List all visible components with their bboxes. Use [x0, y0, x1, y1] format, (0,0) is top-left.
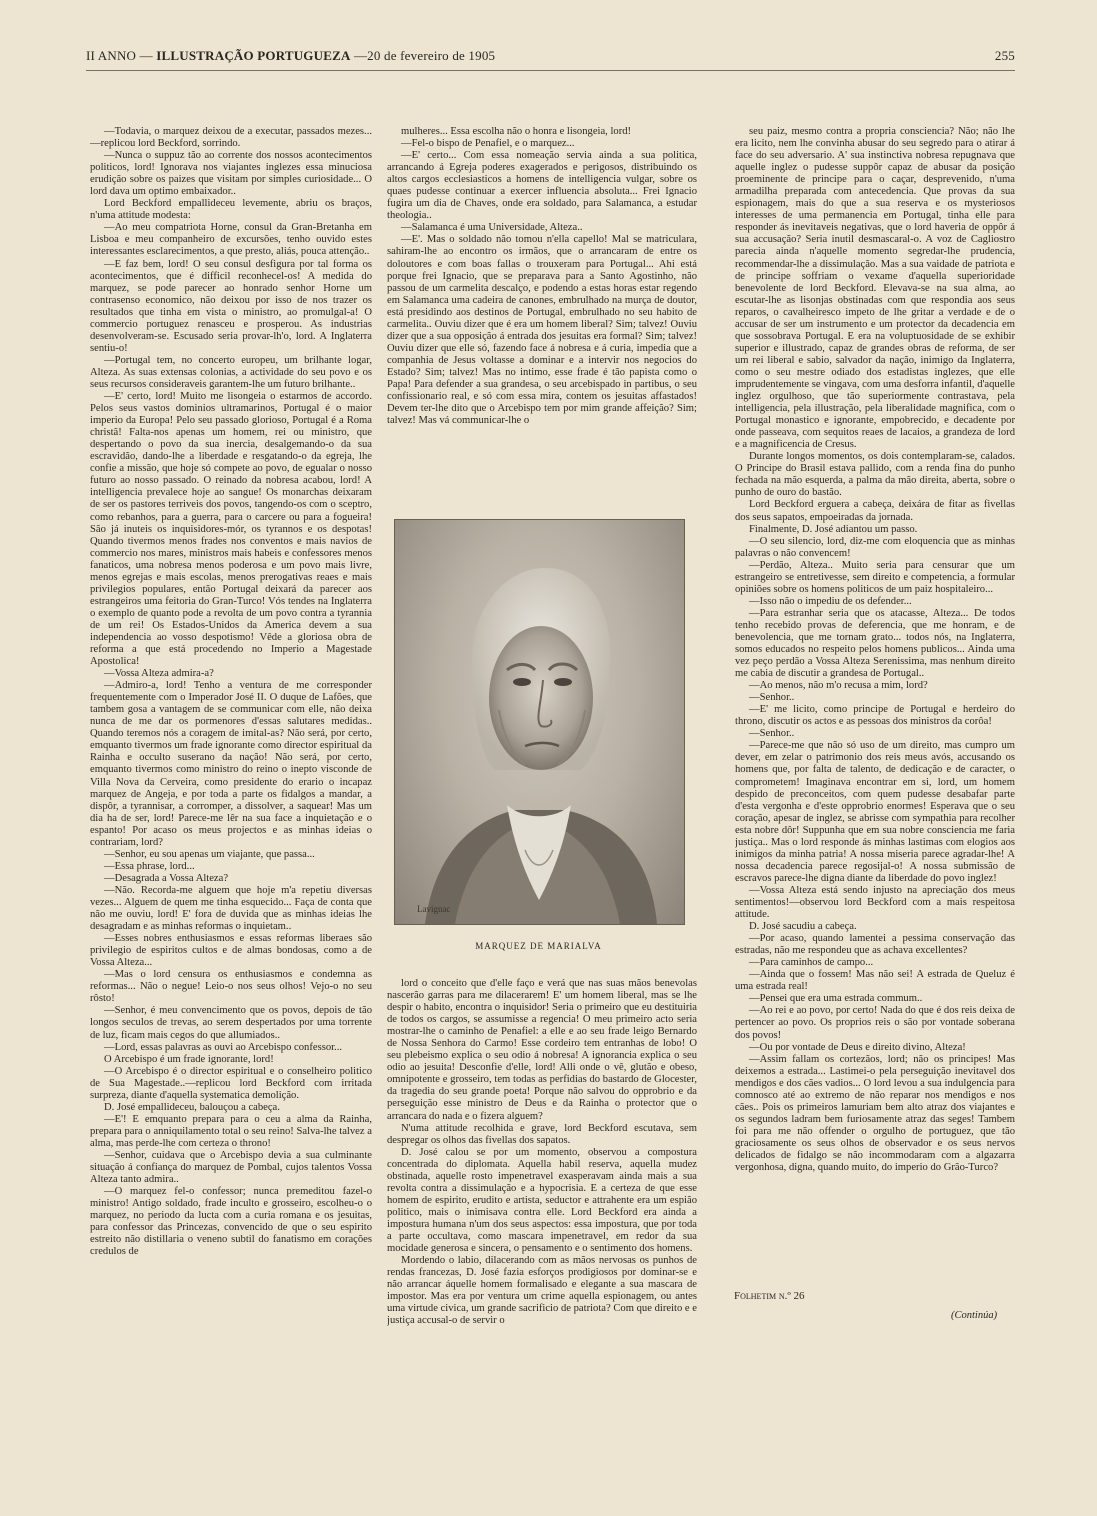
paragraph: —Ainda que o fossem! Mas não sei! A estrada de Queluz é uma estrada real! — [735, 969, 1015, 993]
paragraph: —Não. Recorda-me alguem que hoje m'a repetiu diversas vezes... Alguem de quem me tinha esquecido... Faça de conta que não me ouviu, lord! E' fora de duvida que as minhas ideias lhe desagradam e as minhas reformas o inquietam.. — [90, 884, 372, 933]
paragraph: D. José sacudiu a cabeça. — [749, 921, 857, 933]
paragraph: —Para estranhar seria que os atacasse, Alteza... De todos tenho recebido provas de deferencia, que me honram, e de benevolencia, que me tornam grato... todos nós, na Inglaterra, somos educados no respeito pelos homens publicos... Ainda uma vez peço perdão a Vossa Alteza Serenissima, mas nenhum direito me cabia de discutir a grandesa de Portugal.. — [735, 607, 1015, 680]
paragraph: —Assim fallam os cortezãos, lord; não os principes! Mas deixemos a estrada... Lastimei-o pela perseguição inevitavel dos mendigos e dos cães vadios... O lord levou a sua indulgencia para comnosco até ao extremo de não reparar nos mendigos e nos cães.. Pois os primeiros lamuriam bem alto atraz dos viajantes e os segundos ladram bem furiosamente atraz das seges! Tambem foi para me não offender o orgulho de portuguez, que tão graciosamente os seus olhos de observador e os seus nervos delicados de fidalgo se não incommodaram com a algazarra vergonhosa, digna, quando muito, do imperio do Grão-Turco? — [735, 1053, 1015, 1174]
issue-label: II ANNO — — [86, 48, 153, 63]
page-number: 255 — [994, 48, 1015, 63]
text-column-3 — [735, 126, 1015, 1516]
paragraph: —Pensei que era uma estrada commum.. — [749, 993, 923, 1005]
paragraph: —Senhor, cuidava que o Arcebispo devia a sua culminante situação á confiança do marquez de Pombal, cujos talentos Vossa Alteza tanto admira.. — [90, 1149, 372, 1186]
artist-signature: Lavignac — [417, 904, 451, 914]
paragraph: D. José calou se por um momento, observou a compostura concentrada do diplomata. Aquella habil reserva, aquella mudez obstinada, aquelle rosto impenetravel exasperavam ainda mais a sua revolta contra a dissimulação e a hypocrisia. E a certeza de que esse homem de espirito, erudito e artista, seductor e attrahente era um espião politico, mais o inimisava contra elle. Lord Beckford era ainda a impostura humana n'um dos seus aspectos: essa impostura, que por toda a parte occultava, como mascara impenetravel, em redor da sua mocidade generosa e sincera, o pensamento e o sentimento dos homens. — [387, 1146, 697, 1255]
paragraph: —Senhor, eu sou apenas um viajante, que passa... — [104, 848, 315, 860]
paragraph: —Essa phrase, lord... — [104, 860, 195, 872]
magazine-title: ILLUSTRAÇÃO PORTUGUEZA — [156, 48, 351, 63]
paragraph: seu paiz, mesmo contra a propria consciencia? Não; não lhe era licito, nem lhe convinha abusar do seu segredo para o atirar á face do seu adversario. A' sua instinctiva nobresa repugnava que aquelle inglez o pudesse suppôr capaz de abusar da posição proeminente de principe para o caçar, desprevenido, n'uma armadilha preparada com antecedencia. Que provas da sua espionagem, mais do que a sua reserva e os mysteriosos interesses de uma permanencia em Portugal, tinha elle para responder ás inevitaveis negativas, que o lord haveria de oppôr á sua accusação? Seria inutil desmascaral-o. A voz de Cagliostro parecia ainda n'aquelle momento segredar-lhe prudencia, recommendar-lhe a dissimulação. Mas a sua vaidade de patriota e de principe soffriam o vexame d'aquella superioridade benevolente de lord Beckford. Elevava-se na sua alma, ao escutar-lhe as lisonjas obstinadas com que respondia aos seus reparos, o cavalheiresco impeto de lhe gritar a verdade e de o accusar de ser um instrumento e um protector da decadencia em que sossobrava Portugal. E era na voluptuosidade de se exhibir superior e illustrado, capaz de grandes obras de reforma, de ser um rei liberal e sabio, salvador da nação, inimigo da Inglaterra, como o seu mestre odiado dos estadistas inglezes, que elle imprudentemente se vingava, com uma desforra infantil, d'aquelle inglez orgulhoso, que tão superiormente contrastava, pela intelligencia, pela illustração, pela liberalidade magnifica, com o Portugal monastico e ignorante, empobrecido, e decadente por onde passeava, com sequitos reaes de lacaios, a grandeza de lord e a magnificencia de Cresus. — [735, 126, 1015, 451]
folhetim-text: Folhetim n.º 26 — [734, 1290, 805, 1302]
paragraph: lord o conceito que d'elle faço e verá que nas suas mãos benevolas nascerão garras para me dilacerarem! E' um homem liberal, mas se lhe despir o habito, encontra o inquisidor! Seria o primeiro que eu destituiria de todos os cargos, se assumisse a regencia! O meu primeiro acto seria mostrar-lhe o caminho de Penafiel: a elle e ao seu frade leigo Bernardo de Nossa Senhora do Carmo! Esse cordeiro tem entranhas de lobo! O seu plebeismo explica o seu odio á nobresa! A ignorancia explica o seu odio ao jesuita! Desconfie d'elle, lord! Alli onde o vê, glutão e obeso, omnipotente e grosseiro, tem todas as perfidias do bastardo de Glocester, da tragedia do seu grande poeta! Porque não salvou do opprobrio e da perseguição esse ministro de Deus e da Rainha o protector que o arrancara do nada e o fizera alguem? — [387, 978, 697, 1122]
paragraph: Mordendo o labio, dilacerando com as mãos nervosas os punhos de rendas francezas, D. José fazia esforços prodigiosos por dominar-se e não arrancar áquelle homem formalisado e elegante a sua mascara de impostor. Mas era por ventura um crime aquella espionagem, ou antes uma virtude civica, um grande sacrificio de patriota? Com que direito e e justiça accusal-o de servir o — [387, 1255, 697, 1327]
paragraph: —Perdão, Alteza.. Muito seria para censurar que um estrangeiro se entretivesse, sem direito e competencia, a formular opiniões sobre os homens politicos de um paiz hospitaleiro... — [735, 559, 1015, 595]
paragraph: —Senhor, é meu convencimento que os povos, depois de tão longos seculos de trevas, ao serem despertados por uma torrente de luz, ficam mais cegos do que allumiados.. — [90, 1005, 372, 1041]
paragraph: —Senhor.. — [749, 692, 795, 704]
paragraph: Lord Beckford erguera a cabeça, deixára de fitar as fivellas dos seus sapatos, empoeiradas da jornada. — [735, 499, 1015, 523]
paragraph: —Salamanca é uma Universidade, Alteza.. — [401, 222, 583, 234]
paragraph: —E faz bem, lord! O seu consul desfigura por tal forma os acontecimentos, que é difficil reconhecel-os! A medida do marquez, se pode parecer ao honrado senhor Horne um contrasenso economico, não deixou por isso de nos trazer os resultados que tinha em vista o ministro, ao promulgal-a! O commercio portuguez renasceu e prosperou. As industrias desenvolveram-se. Escusado seria provar-lh'o, lord. A Inglaterra sentiu-o! — [90, 258, 372, 354]
running-header — [86, 48, 1015, 70]
paragraph: mulheres... Essa escolha não o honra e lisongeia, lord! — [401, 126, 632, 137]
paragraph: —Portugal tem, no concerto europeu, um brilhante logar, Alteza. As suas extensas colonias, a actividade do seu povo e os seus recursos consideraveis garantem-lhe um futuro brilhante.. — [90, 354, 372, 390]
paragraph: —E' certo... Com essa nomeação servia ainda a sua politica, arrancando á Egreja poderes exagerados e perigosos, distribuindo os altos cargos ecclesiasticos a homens de intelligencia vulgar, sobre os quaes pudesse continuar a exercer influencia absoluta... Frei Ignacio fugira um dia de Chaves, onde era soldado, para Salamanca, a estudar theologia.. — [387, 150, 697, 222]
paragraph: —Mas o lord censura os enthusiasmos e condemna as reformas... Não o negue! Leio-o nos seus olhos! Vejo-o no seu rôsto! — [90, 969, 372, 1005]
paragraph: —Vossa Alteza está sendo injusto na apreciação dos meus sentimentos!—observou lord Beckford com a mais respeitosa attitude. — [735, 884, 1015, 921]
text-column-2-top — [387, 126, 697, 508]
paragraph: —E' certo, lord! Muito me lisongeia o estarmos de accordo. Pelos seus vastos dominios ultramarinos, Portugal é o maior imperio da Europa! Pelo seu passado glorioso, Portugal é a Roma christã! Falta-nos apenas um homem, rei ou ministro, que despertando o povo da sua inercia, desalgemando-o da sua escravidão, dando-lhe a liberdade e resgatando-o da egreja, lhe confie a missão, que hoje só compete ao povo, de egualar o nosso futuro ao nosso passado. O reinado da nobresa acabou, lord! A intelligencia prevalece hoje ao sangue! Os monarchas deixaram de ser os pastores terriveis dos povos, tangendo-os com o sceptro, como rebanhos, para a guerra, para o carcere ou para a fogueira! São já inuteis os inquisidores-mór, os tyrannos e os despotas! Quando tivermos menos frades nos conventos e mais navios de commercio nos mares, ministros mais habeis e confessores menos fanaticos, uma nobresa menos poderosa e um povo mais livre, menos egrejas e mais escolas, menos prerogativas reaes e mais privilegios populares, então Portugal deixará da parecer aos estrangeiros uma feitoria do Gran-Turco! Vós tendes na Inglaterra o exemplo de quanto pode a revolta de um povo contra a tyrannia de um rei! Os Estados-Unidos da America devem a sua independencia ao vosso despotismo! Vêde a gloriosa obra de reforma a que está procedendo no Imperio a Magestade Apostolica! — [90, 391, 372, 668]
paragraph: D. José empallideceu, balouçou a cabeça. — [104, 1101, 280, 1113]
header-left — [86, 48, 495, 64]
paragraph: —Por acaso, quando lamentei a pessima conservação das estradas, não me respondeu que as achava excellentes? — [735, 933, 1015, 957]
paragraph: —Ou por vontade de Deus e direito divino, Alteza! — [749, 1041, 966, 1053]
header-rule — [86, 70, 1015, 71]
continua-label: (Continúa) — [951, 1310, 998, 1321]
portrait-illustration — [394, 519, 685, 925]
paragraph: —E'. Mas o soldado não tomou n'ella capello! Mal se matriculara, sahiram-lhe ao encontro os irmãos, que o arrancaram de entre os doloutores e com boas fallas o trouxeram para Portugal... Ahi está porque frei Ignacio, que se preparava para a Santo Agostinho, não passou de um carmelita descalço, e podendo a estas horas estar regendo em Salamanca uma cadeira de canones, embrulhado na murça de doutor, está presidindo aos destinos de Portugal, embrulhado no seu habito de carmelita.. Ouviu dizer que é era um homem liberal? Sim; talvez! Ouviu dizer que a sua opposição á entrada dos jesuitas era formal? Sim; talvez! Ouviu dizer que elle só, fazendo face á nobresa e á curia, impedia que a companhia de Jesus voltasse a dominar e a intervir nos negocios do Estado? Sim; talvez! Mas no intimo, esse frade é tão papista como o Papa! Para defender a sua grandesa, o seu arcebispado in partibus, o seu confissionario real, e só com essa mira, contem os jesuitas affastados! Devem ter-lhe dito que o Arcebispo tem por mim grande affeição? Sim; talvez! Mas vá communicar-lhe o — [387, 234, 697, 427]
paragraph: N'uma attitude recolhida e grave, lord Beckford escutava, sem despregar os olhos das fivellas dos sapatos. — [387, 1122, 697, 1146]
paragraph: —Todavia, o marquez deixou de a executar, passados mezes...—replicou lord Beckford, sorrindo. — [90, 126, 372, 150]
paragraph: —Ao meu compatriota Horne, consul da Gran-Bretanha em Lisboa e meu companheiro de excursões, tenho ouvido estes interessantes esclarecimentos, a que presto, aliás, pouca attenção.. — [90, 222, 372, 258]
paragraph: —Para caminhos de campo... — [749, 957, 874, 969]
paragraph: O Arcebispo é um frade ignorante, lord! — [104, 1053, 274, 1065]
folhetim-label — [734, 1290, 805, 1302]
paragraph: Finalmente, D. José adiantou um passo. — [749, 523, 918, 535]
portrait-drawing — [395, 520, 684, 924]
paragraph: —E'! E emquanto prepara para o ceu a alma da Rainha, prepara para o anniquilamento total o seu reino! Salva-lhe talvez a alma, mas perde-lhe com certeza o throno! — [90, 1113, 372, 1149]
paragraph: —O marquez fel-o confessor; nunca premeditou fazel-o ministro! Antigo soldado, frade inculto e grosseiro, escolheu-o o marquez, no periodo da lucta com a curia romana e os jesuitas, para confessor das Princezas, convencido de que o seu espirito estreito não distillaria o veneno subtil do fanatismo em corações credulos de — [90, 1186, 372, 1258]
paragraph: —Fel-o bispo de Penafiel, e o marquez... — [401, 138, 575, 150]
paragraph: —O Arcebispo é o director espiritual e o conselheiro politico de Sua Magestade..—replicou lord Beckford com irritada surpreza, diante d'aquella systematica demolição. — [90, 1065, 372, 1101]
paragraph: Durante longos momentos, os dois contemplaram-se, calados. O Principe do Brasil estava pallido, com a renda fina do punho fechada na mão esquerda, a palma da mão direita, aberta, sobre o punho de ouro do bastão. — [735, 451, 1015, 499]
paragraph: —Senhor.. — [749, 728, 795, 740]
paragraph: —Desagrada a Vossa Alteza? — [104, 872, 229, 884]
paragraph: —Admiro-a, lord! Tenho a ventura de me corresponder frequentemente com o Imperador José II. O duque de Lafões, que tambem gosa a vantagem de se communicar com elle, não deixa nunca de me dar os pormenores d'essas salutares medidas.. Quando teremos nós a coragem de imital-as? Não será, por certo, emquanto tivermos um frade ignorante como director espiritual da Rainha e occulto suserano da nação! Não será, por certo, emquanto tivermos como ministro do reino o inepto visconde de Villa Nova da Cerveira, como presidente do erario o incapaz marquez de Angeja, e por toda a parte os fidalgos a mandar, a dispôr, a tyrannisar, a corromper, a dissolver, a saquear! Mas um dia ha de ser, lord! Parece-me lêr na sua face a inquietação e o espanto! Por acaso os meus projectos e as minhas ideias o contrariam, lord? — [90, 680, 372, 848]
paragraph: —Isso não o impediu de os defender... — [749, 595, 912, 607]
paragraph: —Parece-me que não só uso de um direito, mas cumpro um dever, em zelar o patrimonio dos reis meus avós, accusando os homens que, por falta de talento, de dedicação e de caracter, o comprometem! Imaginava encontrar em si, lord, um homem despido de preconceitos, com quem pudesse desabafar parte d'esta vergonha e d'este opprobrio enormes! Esperava que o seu coração, apesar de inglez, se abrisse com sympathia para recolher esta nobre dôr! Suppunha que em sua nobre consciencia me faria justiça.. Mas o lord responde ás minhas lastimas com elogios aos inimigos da minha patria! A nossa miseria parece agradar-lhe! A nossa decadencia parece regosijal-o! A nossa submissão de escravos parece-lhe digna diante da liberdade do povo inglez! — [735, 740, 1015, 884]
paragraph: —Vossa Alteza admira-a? — [104, 668, 214, 680]
paragraph: Lord Beckford empallideceu levemente, abriu os braços, n'uma attitude modesta: — [90, 198, 372, 222]
paragraph: —O seu silencio, lord, diz-me com eloquencia que as minhas palavras o não convencem! — [735, 535, 1015, 559]
paragraph: —Ao menos, não m'o recusa a mim, lord? — [749, 680, 928, 692]
paragraph: —Ao rei e ao povo, por certo! Nada do que é dos reis deixa de pertencer ao povo. Os proprios reis o são por vontade soberana dos povos! — [735, 1005, 1015, 1041]
paragraph: —Esses nobres enthusiasmos e essas reformas liberaes são privilegio de espiritos cultos e de almas bondosas, como a de Vossa Alteza... — [90, 933, 372, 969]
issue-date: —20 de fevereiro de 1905 — [353, 48, 496, 63]
text-column-1 — [90, 126, 372, 1414]
text-column-2-bottom — [387, 978, 697, 1414]
paragraph: —Lord, essas palavras as ouvi ao Arcebispo confessor... — [104, 1041, 343, 1053]
paragraph: —Nunca o suppuz tão ao corrente dos nossos acontecimentos politicos, lord! Ignorava nos viajantes inglezes essa minuciosa erudição sobre os paizes que visitam por simples curiosidade... O lord dava um optimo embaixador.. — [90, 150, 372, 198]
portrait-caption: MARQUEZ DE MARIALVA — [475, 941, 602, 951]
paragraph: —E' me licito, como principe de Portugal e herdeiro do throno, discutir os actos e as pessoas dos ministros da corôa! — [735, 704, 1015, 728]
